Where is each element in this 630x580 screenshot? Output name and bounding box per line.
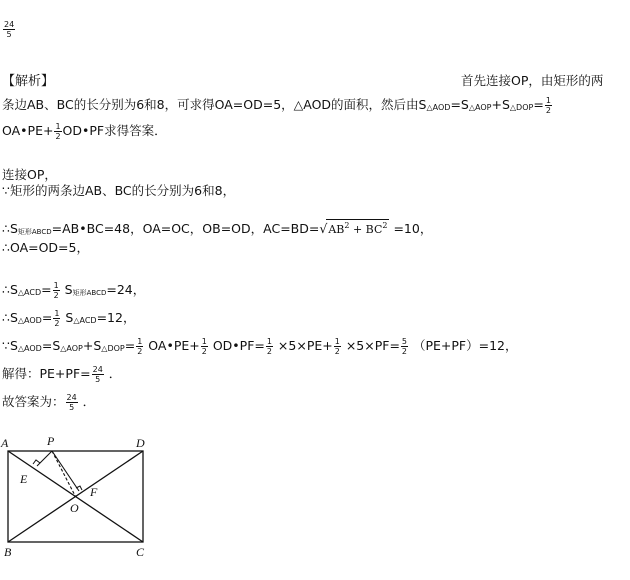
rectangle-figure — [0, 430, 170, 576]
segment-po — [52, 451, 76, 497]
solution-line7: ∵S△AOD=S△AOP+S△DOP= $\frac{1}{2}$ OA•PE+ $\frac{1}{2}$ OD•PF= $\frac{1}{2}$ ×5×PE+ $\frac{1}{2}$ ×5×PF= $\frac{5}{2}$ （PE+PF）=12， — [2, 337, 518, 356]
solution-line9: 故答案为： $\frac{24}{5}$ ． — [2, 393, 96, 412]
label-e: E — [20, 472, 28, 486]
segment-pe — [37, 451, 52, 466]
label-d: D — [136, 436, 145, 450]
solution-line3: ∴S矩形ABCD=AB•BC=48，OA=OC，OB=OD，$AC=BD=√AB^2 + BC^2 =10$， — [2, 221, 433, 236]
label-p: P — [47, 434, 55, 448]
label-a: A — [1, 436, 9, 450]
top-answer: $\frac{24}{5}$ — [4, 20, 15, 39]
analysis-line2: 条边AB、BC的长分别为6和8，可求得OA=OD=5，△AOD的面积，然后由S△AOD=S△AOP+S△DOP= $\frac{1}{2}$ — [2, 96, 551, 115]
label-b: B — [4, 545, 12, 559]
analysis-line3: OA•PE+ $\frac{1}{2}$ OD•PF求得答案． — [2, 122, 167, 141]
label-f: F — [90, 485, 98, 499]
label-o: O — [70, 501, 79, 515]
label-c: C — [136, 545, 145, 559]
solution-line4: ∴OA=OD=5， — [2, 240, 89, 255]
solution-line5: ∴S△ACD= $\frac{1}{2}$ S矩形ABCD=24， — [2, 281, 146, 300]
solution-line2: ∵矩形的两条边AB、BC的长分别为6和8， — [2, 183, 236, 198]
right-angle-f — [76, 486, 82, 490]
solution-line6: ∴S△AOD= $\frac{1}{2}$ S△ACD=12， — [2, 309, 136, 328]
segment-pf — [52, 451, 79, 491]
solution-line1: 连接OP， — [2, 167, 57, 182]
analysis-line1: 首先连接OP，由矩形的两 — [461, 73, 604, 88]
solution-line8: 解得：PE+PF= $\frac{24}{5}$ ． — [2, 365, 122, 384]
analysis-label: 【解析】 — [2, 74, 55, 89]
